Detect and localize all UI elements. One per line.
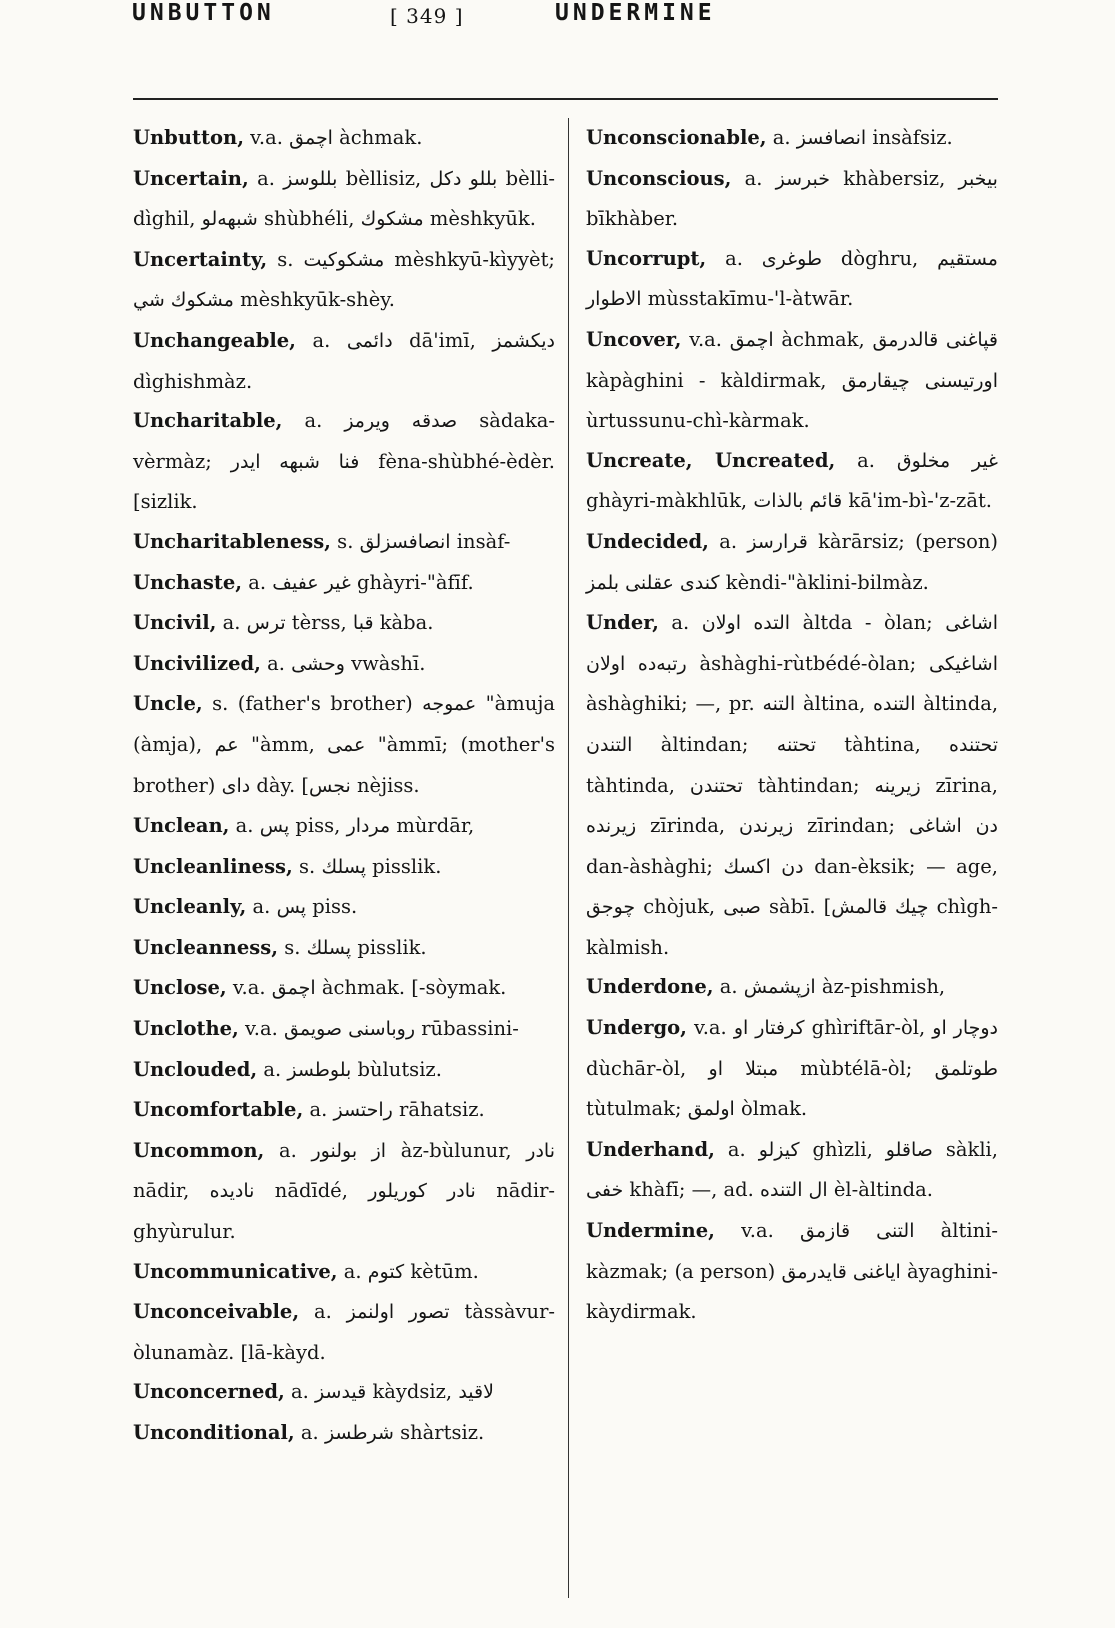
dictionary-entry (586, 159, 998, 239)
definition-text: àltinda, (915, 692, 999, 716)
definition-text: àltindan; (632, 732, 777, 756)
definition-text: èl-àltinda. (827, 1178, 933, 1202)
ottoman-script: غير عفيف (272, 571, 351, 594)
definition-text: a. (766, 126, 797, 149)
definition-text: kàpàghini - kàldirmak, (586, 368, 842, 392)
ottoman-script: بيخبر (958, 167, 998, 190)
ottoman-script: اولمق (687, 1098, 735, 1121)
headword: Uncharitable, (133, 409, 283, 433)
definition-text: zīrinda, (636, 814, 740, 838)
headword: Underdone, (586, 975, 714, 999)
definition-text: a. (248, 166, 284, 190)
dictionary-entry (133, 1009, 555, 1050)
definition-text: àchmak, (773, 327, 873, 351)
dictionary-entry (133, 159, 555, 240)
ottoman-script: غير مخلوق (896, 449, 998, 472)
ottoman-script: قپاغنى قالدرمق (872, 328, 999, 351)
headword: Uncommon, (133, 1138, 265, 1162)
definition-text: ghìriftār-òl, (804, 1016, 933, 1040)
ottoman-script: التنى قازمق (800, 1220, 915, 1243)
definition-text: a. (260, 651, 292, 675)
definition-text: s. (330, 529, 360, 553)
definition-text: ùrtussunu-chì-kàrmak. (586, 409, 810, 433)
ottoman-script: نادر (526, 1139, 555, 1162)
definition-text: ghàyri-"àfīf. (350, 570, 474, 594)
ottoman-script: مشكوك شي (133, 289, 234, 312)
ottoman-script: ال التنده (760, 1179, 828, 1202)
headword: Unclose, (133, 976, 227, 1000)
headword: Uncivil, (133, 611, 217, 635)
headword: Unconditional, (133, 1421, 295, 1444)
definition-text: kàba. (373, 611, 434, 635)
ottoman-script: زيرندن (739, 815, 794, 838)
headword: Uncomfortable, (133, 1098, 304, 1122)
dictionary-entry (586, 1130, 998, 1211)
dictionary-entry (586, 118, 998, 159)
headword: Unchangeable, (133, 328, 296, 352)
dictionary-entry (133, 240, 555, 321)
definition-text: ghàyri-màkhlūk, (586, 489, 754, 513)
dictionary-entry (586, 441, 998, 522)
definition-text: bùlutsiz. (351, 1057, 442, 1081)
ottoman-script: قيدسز (315, 1381, 367, 1404)
definition-text: a. (216, 611, 247, 635)
definition-text: tàhtina, (816, 732, 950, 756)
ottoman-script: روباسنى صويمق (283, 1018, 416, 1041)
ottoman-script: دن اشاغى (909, 815, 998, 838)
definition-text: dùchār-òl, (586, 1056, 709, 1080)
ottoman-script: تحتندن (689, 774, 743, 797)
dictionary-entry (133, 321, 555, 401)
definition-text: nādir-ghyùrulur. (133, 1179, 556, 1244)
definition-text: pisslik. (351, 935, 427, 959)
ottoman-script: لاقيد (458, 1381, 494, 1404)
ottoman-script: اچمق (729, 328, 774, 351)
definition-text: àltina, (795, 692, 874, 716)
ottoman-script: التنه (762, 693, 796, 716)
definition-text: rāhatsiz. (392, 1098, 485, 1122)
ottoman-script: التندن (586, 733, 633, 756)
definition-text: kèndi-"àklini-bilmàz. (719, 570, 929, 594)
dictionary-entry (586, 239, 998, 320)
definition-text: a. (257, 1057, 288, 1081)
definition-text: a. (303, 1098, 334, 1122)
definition-text: insàfsiz. (866, 126, 953, 149)
definition-text: a. (713, 975, 744, 999)
ottoman-script: تحتنده (949, 733, 998, 756)
dictionary-entry (133, 522, 555, 563)
definition-text: àyaghini-kàydirmak. (586, 1259, 998, 1324)
headword: Undecided, (586, 529, 709, 553)
ottoman-script: وحشى (291, 652, 345, 675)
definition-text: shàrtsiz. (393, 1421, 485, 1444)
definition-text: s. (278, 935, 307, 959)
ottoman-script: پس (259, 815, 290, 838)
definition-text: àshàghi-rùtbédé-òlan; (686, 651, 929, 675)
ottoman-script: شبهه‌لو (201, 208, 258, 231)
definition-text: mùrdār, (390, 814, 475, 838)
ottoman-script: داى (221, 774, 251, 797)
ottoman-script: اچمق (271, 977, 316, 1000)
definition-text: àchmak. (332, 126, 423, 149)
headword: Under, (586, 611, 659, 635)
definition-text: àz-pishmish, (815, 975, 946, 999)
ottoman-script: طوتلمق (934, 1057, 998, 1080)
ottoman-script: كتوم (367, 1260, 405, 1283)
ottoman-script: اورتيسنى چيقارمق (841, 369, 998, 392)
definition-text: rūbassini- (415, 1017, 519, 1041)
ottoman-script: صبى (723, 896, 761, 919)
definition-text: tèrss, (285, 611, 353, 635)
ottoman-script: التنده (873, 693, 916, 716)
ottoman-script: چوجق (586, 896, 636, 919)
ottoman-script: نجس (308, 774, 351, 797)
headword: Uncertainty, (133, 247, 268, 271)
ottoman-script: پسلك (321, 855, 366, 878)
definition-text: piss. (306, 895, 358, 919)
headword: Uncleanly, (133, 895, 247, 919)
ottoman-script: اشاغى رتبه‌ده اولان (586, 612, 998, 675)
ottoman-script: بللوسز (283, 167, 338, 190)
definition-text: v.a. (714, 1219, 801, 1243)
definition-text: chòjuk, (635, 895, 724, 919)
headword: Undermine, (586, 1219, 715, 1243)
definition-text: s. (father's brother) (202, 692, 423, 716)
definition-text: mùsstakīmu-'l-àtwār. (641, 287, 854, 311)
ottoman-script: تحتنه (776, 733, 816, 756)
headword: Unclean, (133, 814, 230, 838)
ottoman-script: قرارسز (747, 530, 808, 553)
dictionary-entry (133, 563, 555, 604)
definition-text: a. (282, 409, 345, 433)
headword: Unchaste, (133, 570, 243, 594)
ottoman-script: شرطسز (324, 1422, 394, 1444)
definition-text: ghìzli, (799, 1137, 886, 1161)
headword: Uncorrupt, (586, 246, 707, 270)
ottoman-script: مشكوك (360, 208, 424, 231)
definition-text: àz-bùlunur, (386, 1138, 527, 1162)
dictionary-entry (133, 887, 555, 928)
ottoman-script: صاقلو (885, 1138, 933, 1161)
definition-text: àltda - òlan; (790, 611, 946, 635)
headword: Unconscious, (586, 166, 732, 190)
dictionary-entry (133, 401, 555, 522)
definition-text: kètūm. (404, 1259, 479, 1283)
running-head-right: UNDERMINE (555, 0, 716, 26)
definition-text: sàdaka-vèrmàz; (133, 409, 555, 473)
dictionary-entry (586, 522, 998, 603)
headword: Uncertain, (133, 166, 249, 190)
left-column (133, 118, 555, 1454)
definition-text: v.a. (238, 1017, 284, 1041)
ottoman-script: بلوطسز (287, 1058, 352, 1081)
ottoman-script: ديكشمز (492, 329, 555, 352)
definition-text: dòghru, (822, 246, 938, 270)
definition-text: zīrindan; (793, 814, 910, 838)
definition-text: nèjiss. (350, 773, 420, 797)
definition-text: a. (246, 895, 277, 919)
definition-text: a. (295, 328, 347, 352)
definition-text: a. (835, 448, 897, 472)
definition-text: chìgh-kàlmish. (586, 895, 998, 959)
definition-text: "àmuja (àmja), (133, 692, 555, 756)
dictionary-entry (133, 684, 555, 806)
definition-text: kàydsiz, (366, 1380, 459, 1404)
dictionary-entry (133, 1292, 555, 1372)
headword: Uncivilized, (133, 651, 261, 675)
headword: Undergo, (586, 1016, 687, 1040)
definition-text: insàf- (450, 529, 511, 553)
definition-text: v.a. (686, 1016, 734, 1040)
ottoman-script: كرفتار او (733, 1017, 805, 1040)
definition-text: òlmak. (734, 1097, 808, 1121)
definition-text: sàbī. [ (760, 895, 832, 919)
definition-text: a. (264, 1138, 312, 1162)
headword: Uncommunicative, (133, 1259, 338, 1283)
dictionary-entry (586, 603, 998, 967)
page-header (133, 52, 982, 92)
dictionary-entry (133, 928, 555, 969)
definition-text: dan-àshàghi; (586, 854, 724, 878)
definition-text: nādīdé, (254, 1179, 369, 1203)
running-head-left: UNBUTTON (132, 0, 275, 26)
dictionary-entry (586, 1211, 998, 1332)
definition-text: a. (714, 1137, 759, 1161)
ottoman-script: فنا شبهه ايدر (230, 450, 360, 473)
ottoman-script: ترس (246, 612, 286, 635)
ottoman-script: دائمى (346, 329, 393, 352)
right-column (586, 118, 998, 1332)
ottoman-script: عموجه (422, 693, 477, 716)
ottoman-script: پسلك (306, 936, 352, 959)
definition-text: a. (284, 1380, 316, 1404)
definition-text: àshàghiki; —, pr. (586, 692, 763, 716)
definition-text: pisslik. (365, 854, 442, 878)
definition-text: bèlli-dìghil, (133, 166, 555, 231)
ottoman-script: ازپشمش (743, 976, 816, 999)
column-divider (568, 118, 569, 1598)
ottoman-script: صدقه ويرمز (344, 410, 458, 433)
headword: Unclouded, (133, 1057, 258, 1081)
dictionary-entry (133, 644, 555, 685)
ottoman-script: خبرسز (775, 167, 831, 190)
ottoman-script: چيك قالمش (831, 896, 929, 919)
definition-text: vwàshī. (344, 651, 426, 675)
definition-text: mùbtélā-òl; (778, 1056, 935, 1080)
dictionary-entry (133, 1050, 555, 1091)
ottoman-script: التده اولان (701, 612, 791, 635)
ottoman-script: عمى (327, 733, 366, 756)
definition-text: àchmak. [-sòymak. (315, 976, 507, 1000)
ottoman-script: عم (214, 733, 239, 756)
definition-text: dày. [ (250, 773, 309, 797)
ottoman-script: قائم بالذات (753, 490, 843, 513)
dictionary-entry (133, 1090, 555, 1131)
ottoman-script: خفى (586, 1179, 624, 1202)
headword: Uncle, (133, 692, 203, 716)
definition-text: àltini-kàzmak; (a person) (586, 1219, 998, 1283)
dictionary-entry (133, 118, 555, 159)
dictionary-entry (133, 847, 555, 888)
ottoman-script: اچمق (289, 127, 333, 149)
definition-text: a. (658, 611, 702, 635)
ottoman-script: دن اكسك (723, 855, 804, 878)
definition-text: v.a. (243, 126, 290, 149)
definition-text: tàssàvur-òlunamàz. [lā-kàyd. (133, 1300, 555, 1364)
ottoman-script: انصافسز (796, 127, 867, 149)
headword: Uncreate, Uncreated, (586, 448, 836, 472)
dictionary-entry (586, 1008, 998, 1130)
definition-text: bīkhàber. (586, 207, 679, 231)
ottoman-script: طوغرى (761, 247, 823, 270)
definition-text: shùbhéli, (257, 207, 361, 231)
definition-text: s. (267, 247, 304, 271)
definition-text: kàrārsiz; (person) (807, 529, 998, 553)
ottoman-script: قبا (352, 612, 374, 635)
definition-text: tàhtinda, (586, 773, 690, 797)
headword: Uncharitableness, (133, 529, 331, 553)
definition-text: "àmm, (238, 732, 328, 756)
ottoman-script: انصافسزلق (359, 530, 451, 553)
definition-text: "àmmī; (mother's brother) (133, 732, 555, 797)
ottoman-script: بللو دكل (429, 167, 498, 190)
definition-text: v.a. (681, 327, 730, 351)
ottoman-script: اشاغيكى (929, 652, 998, 675)
definition-text: tàhtindan; (742, 773, 875, 797)
definition-text: zīrina, (920, 773, 998, 797)
definition-text: a. (294, 1421, 325, 1444)
ottoman-script: ناديده (209, 1180, 255, 1203)
headword: Underhand, (586, 1137, 715, 1161)
definition-text: mèshkyūk. (423, 207, 536, 231)
header-rule (133, 98, 998, 100)
definition-text: a. (242, 570, 273, 594)
dictionary-entry (133, 806, 555, 847)
definition-text: dā'imī, (392, 328, 493, 352)
ottoman-script: كيزلو (758, 1138, 800, 1161)
headword: Unconscionable, (586, 126, 767, 149)
definition-text: kā'im-bì-'z-zāt. (842, 489, 992, 513)
ottoman-script: تصور اولنمز (346, 1301, 450, 1324)
definition-text: mèshkyūk-shèy. (233, 288, 395, 312)
ottoman-script: نادر كوريلور (368, 1180, 476, 1203)
ottoman-script: زيرنده (586, 815, 637, 838)
definition-text: mèshkyū-kìyyèt; (384, 247, 555, 271)
headword: Uncleanness, (133, 935, 279, 959)
ottoman-script: زيرينه (874, 774, 921, 797)
definition-text: a. (731, 166, 776, 190)
ottoman-script: مستقيم الاطوار (586, 247, 998, 311)
definition-text: a. (706, 246, 762, 270)
dictionary-entry (133, 1413, 555, 1454)
dictionary-entry (133, 968, 555, 1009)
definition-text: khàbersiz, (830, 166, 959, 190)
dictionary-entry (133, 603, 555, 644)
ottoman-script: مردار (346, 815, 391, 838)
dictionary-entry (133, 1131, 555, 1252)
dictionary-entry (133, 1252, 555, 1293)
ottoman-script: مشكوكيت (303, 248, 385, 271)
definition-text: nādir, (133, 1179, 210, 1203)
definition-text: a. (337, 1259, 368, 1283)
definition-text: piss, (289, 814, 347, 838)
page-number: [ 349 ] (390, 4, 464, 28)
dictionary-entry (133, 1372, 555, 1413)
definition-text: a. (299, 1300, 347, 1324)
ottoman-script: اياغنى قايدرمق (781, 1260, 901, 1283)
definition-text: sàkli, (932, 1137, 998, 1161)
definition-text: bèllisiz, (337, 166, 430, 190)
definition-text: khàfī; —, ad. (623, 1178, 761, 1202)
definition-text: tùtulmak; (586, 1097, 688, 1121)
definition-text: s. (292, 854, 322, 878)
headword: Uncleanliness, (133, 854, 293, 878)
definition-text: fèna-shùbhé-èdèr. [sizlik. (133, 449, 556, 514)
ottoman-script: از بولنور (311, 1139, 387, 1162)
ottoman-script: كندى عقلنى بلمز (586, 571, 720, 594)
definition-text: a. (229, 814, 260, 838)
ottoman-script: دوچار او (932, 1017, 999, 1040)
definition-text: v.a. (226, 976, 272, 1000)
headword: Unconcerned, (133, 1380, 285, 1404)
headword: Unbutton, (133, 126, 244, 149)
headword: Unconceivable, (133, 1300, 300, 1324)
headword: Uncover, (586, 327, 682, 351)
definition-text: a. (708, 529, 748, 553)
dictionary-entry (586, 320, 998, 441)
ottoman-script: راحتسز (333, 1099, 393, 1122)
definition-text: dìghishmàz. (133, 369, 253, 393)
definition-text: dan-èksik; — age, (803, 854, 999, 878)
dictionary-entry (586, 967, 998, 1008)
ottoman-script: پس (276, 896, 307, 919)
ottoman-script: مبتلا او (708, 1057, 779, 1080)
headword: Unclothe, (133, 1017, 239, 1041)
